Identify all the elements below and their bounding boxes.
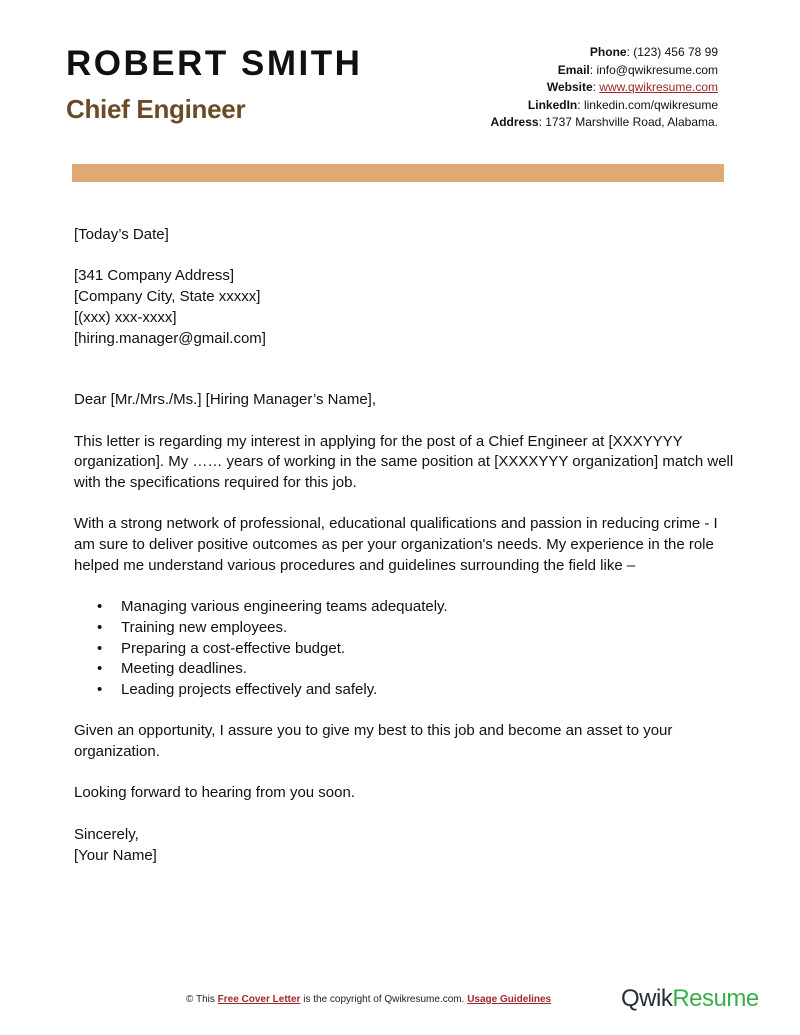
- website-link[interactable]: www.qwikresume.com: [599, 80, 718, 94]
- list-item: • Managing various engineering teams adequately.: [121, 597, 734, 618]
- paragraph-2: With a strong network of professional, educational qualifications and passion in reducing crime - I am sure to deliver positive outcomes as per your organization's needs. My experience in the role helped me understand various procedures and guidelines surrounding the field like –: [74, 515, 718, 574]
- list-item: • Training new employees.: [121, 618, 734, 639]
- list-item: • Meeting deadlines.: [121, 659, 734, 680]
- list-item: • Leading projects effectively and safely.: [121, 680, 734, 701]
- skills-list: [74, 597, 734, 701]
- contact-block: [491, 44, 718, 132]
- contact-website: Website: www.qwikresume.com: [546, 80, 718, 94]
- applicant-name: ROBERT SMITH: [66, 44, 363, 83]
- footer-copyright: © This Free Cover Letter is the copyright of Qwikresume.com. Usage Guidelines: [186, 994, 552, 1005]
- contact-phone: Phone: (123) 456 78 99: [589, 45, 718, 59]
- date: [Today’s Date]: [74, 226, 169, 243]
- closing: Sincerely, [Your Name]: [74, 825, 157, 864]
- usage-guidelines-link[interactable]: Usage Guidelines: [467, 994, 552, 1005]
- free-cover-letter-link[interactable]: Free Cover Letter: [217, 994, 301, 1005]
- signature: [Your Name]: [74, 846, 157, 864]
- job-title: Chief Engineer: [66, 94, 246, 124]
- salutation: Dear [Mr./Mrs./Ms.] [Hiring Manager’s Name],: [74, 391, 377, 409]
- paragraph-1: This letter is regarding my interest in applying for the post of a Chief Engineer at [XXXYYYY organization]. My …… years of working in the same position at [XXXXYYY organization] match well with the specifications required for this job.: [74, 432, 734, 491]
- letter-body: [74, 225, 734, 887]
- list-item: • Preparing a cost-effective budget.: [121, 639, 734, 660]
- contact-address: Address: 1737 Marshville Road, Alabama.: [490, 115, 718, 129]
- contact-linkedin: LinkedIn: linkedin.com/qwikresume: [527, 97, 718, 112]
- contact-email: Email: info@qwikresume.com: [557, 62, 718, 77]
- paragraph-4: Looking forward to hearing from you soon.: [74, 784, 355, 802]
- divider-bar: [72, 164, 724, 182]
- recipient-address: [341 Company Address] [Company City, State xxxxx] [(xxx) xxx-xxxx] [hiring.manager@gmail.com]: [74, 267, 266, 347]
- paragraph-3: Given an opportunity, I assure you to give my best to this job and become an asset to your organization.: [74, 722, 673, 761]
- qwikresume-logo[interactable]: QwikResume: [621, 985, 759, 1012]
